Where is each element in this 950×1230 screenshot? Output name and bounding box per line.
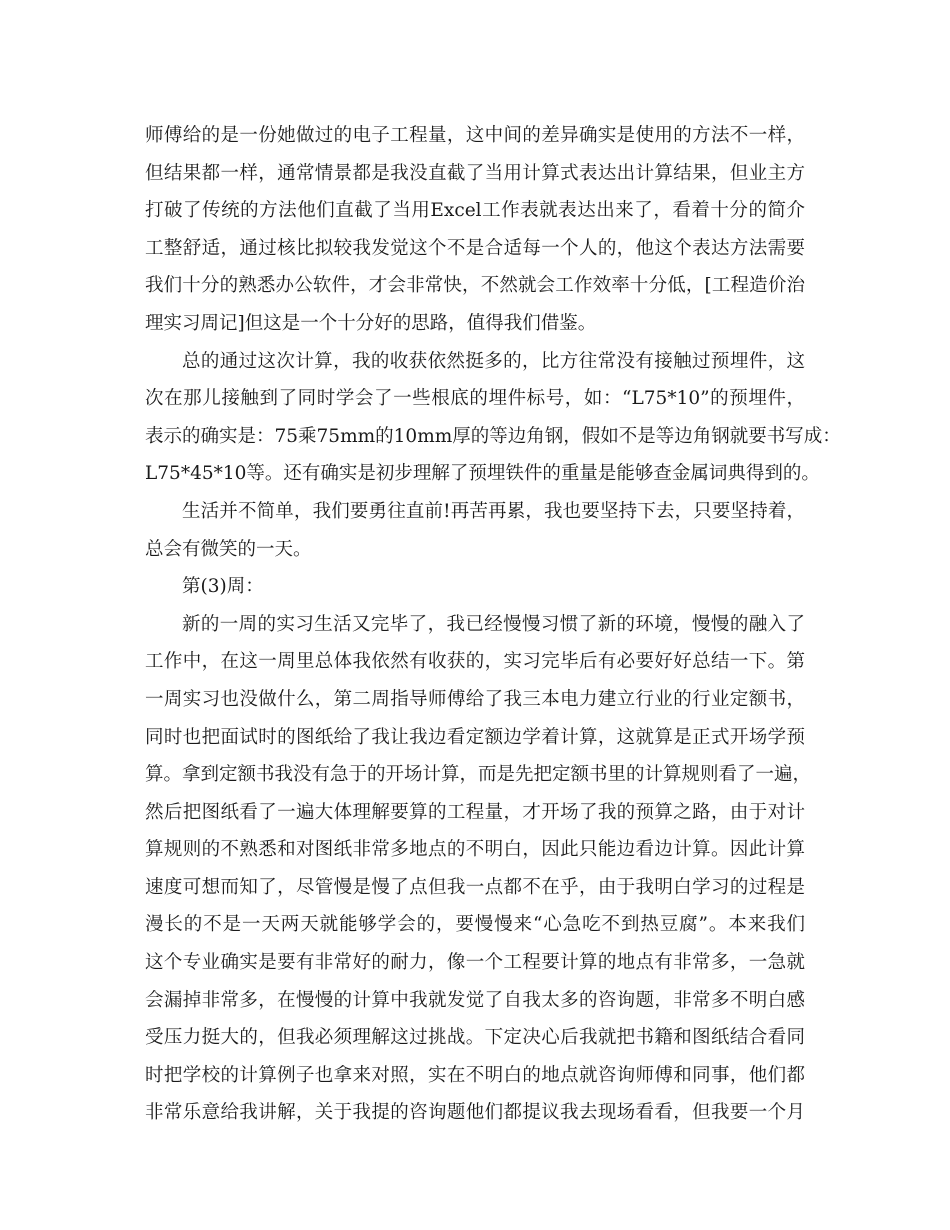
text-line: 速度可想而知了，尽管慢是慢了点但我一点都不在乎，由于我明白学习的过程是 [145, 876, 805, 898]
text-line: 次在那儿接触到了同时学会了一些根底的埋件标号，如：“L75*10”的预埋件， [145, 388, 805, 410]
paragraph-first-line: 生活并不简单，我们要勇往直前!再苦再累，我也要坚持下去，只要坚持着， [182, 500, 805, 522]
paragraph-first-line: 总的通过这次计算，我的收获依然挺多的，比方往常没有接触过预埋件，这 [182, 350, 805, 372]
text-line: 总会有微笑的一天。 [145, 538, 312, 560]
text-line: 会漏掉非常多，在慢慢的计算中我就发觉了自我太多的咨询题，非常多不明白感 [145, 989, 805, 1011]
text-line: 漫长的不是一天两天就能够学会的，要慢慢来“心急吃不到热豆腐”。本来我们 [145, 914, 805, 936]
text-line: 一周实习也没做什么，第二周指导师傅给了我三本电力建立行业的行业定额书， [145, 688, 805, 710]
text-line: 工整舒适，通过核比拟较我发觉这个不是合适每一个人的，他这个表达方法需要 [145, 237, 805, 259]
text-line: L75*45*10等。还有确实是初步理解了预埋铁件的重量是能够查金属词典得到的。 [145, 463, 820, 485]
text-line: 算规则的不熟悉和对图纸非常多地点的不明白，因此只能边看边计算。因此计算 [145, 839, 805, 861]
text-line: 同时也把面试时的图纸给了我让我边看定额边学着计算，这就算是正式开场学预 [145, 726, 805, 748]
paragraph-first-line: 新的一周的实习生活又完毕了，我已经慢慢习惯了新的环境，慢慢的融入了 [182, 613, 805, 635]
text-line: 理实习周记]但这是一个十分好的思路，值得我们借鉴。 [145, 312, 597, 334]
text-line: 然后把图纸看了一遍大体理解要算的工程量，才开场了我的预算之路，由于对计 [145, 801, 805, 823]
text-line: 师傅给的是一份她做过的电子工程量，这中间的差异确实是使用的方法不一样， [145, 125, 805, 146]
text-line: 算。拿到定额书我没有急于的开场计算，而是先把定额书里的计算规则看了一遍， [145, 764, 812, 786]
text-line: 时把学校的计算例子也拿来对照，实在不明白的地点就咨询师傅和同事，他们都 [145, 1064, 805, 1086]
text-line: 非常乐意给我讲解，关于我提的咨询题他们都提议我去现场看看，但我要一个月 [145, 1102, 805, 1124]
text-line: 表示的确实是：75乘75mm的10mm厚的等边角钢，假如不是等边角钢就要书写成： [145, 425, 841, 447]
text-line: 这个专业确实是要有非常好的耐力，像一个工程要计算的地点有非常多，一急就 [145, 952, 805, 974]
text-line: 打破了传统的方法他们直截了当用Excel工作表就表达出来了，看着十分的简介 [145, 200, 805, 222]
body-text [145, 117, 841, 1132]
text-line: 我们十分的熟悉办公软件，才会非常快，不然就会工作效率十分低，[工程造价治 [145, 275, 805, 297]
text-line: 但结果都一样，通常情景都是我没直截了当用计算式表达出计算结果，但业主方 [145, 162, 805, 184]
text-line: 工作中，在这一周里总体我依然有收获的，实习完毕后有必要好好总结一下。第 [145, 651, 805, 673]
section-heading: 第(3)周： [182, 576, 264, 598]
text-line: 受压力挺大的，但我必须理解这过挑战。下定决心后我就把书籍和图纸结合看同 [145, 1027, 805, 1049]
